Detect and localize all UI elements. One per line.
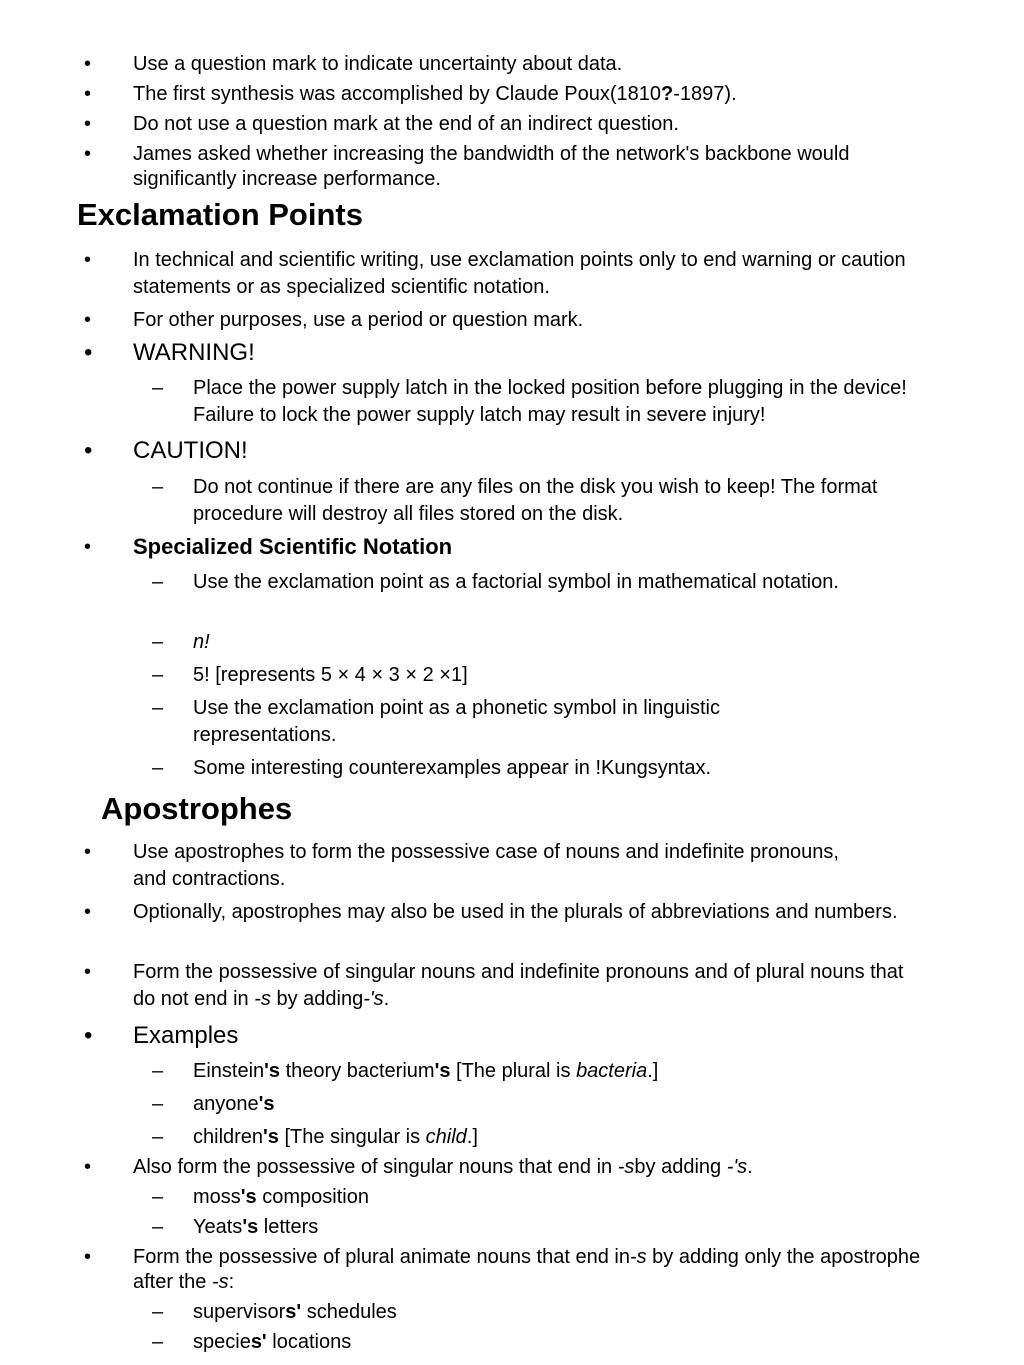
bullet-marker: • [84, 249, 92, 271]
item-text: n! [193, 631, 210, 653]
bullet-marker: • [84, 309, 92, 331]
item-text: Use the exclamation point as a factorial symbol in mathematical notation. [193, 571, 839, 593]
item-text: Use the exclamation point as a phonetic symbol in linguistic representations. [193, 697, 720, 746]
item-text: In technical and scientific writing, use exclamation points only to end warning or caution statements or as specialized scientific notation. [133, 249, 906, 298]
dash-marker: – [152, 664, 164, 686]
dash-marker: – [152, 571, 164, 593]
dash-marker: – [152, 1093, 164, 1115]
bullet-marker: • [84, 1246, 92, 1268]
item-text: James asked whether increasing the bandwidth of the network's backbone would significantly increase performance. [133, 143, 850, 190]
bullet-marker: • [84, 961, 92, 983]
item-text: Use a question mark to indicate uncertainty about data. [133, 53, 623, 75]
item-text: Some interesting counterexamples appear in !Kungsyntax. [193, 757, 712, 779]
bullet-marker: • [84, 536, 92, 558]
bullet-marker: • [84, 113, 92, 135]
section-heading-apostrophes: Apostrophes [101, 791, 293, 826]
dash-marker: – [152, 476, 164, 498]
item-text: Form the possessive of plural animate nouns that end in-s by adding only the apostrophe after the -s: [133, 1246, 921, 1293]
bullet-marker: • [84, 83, 92, 105]
caution-label: CAUTION! [133, 437, 248, 464]
bullet-marker: • [84, 901, 92, 923]
dash-marker: – [152, 1186, 164, 1208]
dash-marker: – [152, 377, 164, 399]
item-text: Optionally, apostrophes may also be used in the plurals of abbreviations and numbers. [133, 901, 898, 923]
bullet-marker: • [84, 143, 92, 165]
bullet-marker: • [84, 339, 93, 366]
examples-label: Examples [133, 1022, 239, 1049]
bullet-marker: • [84, 841, 92, 863]
item-text: Place the power supply latch in the locked position before plugging in the device! Failure to lock the power supply latch may result in severe injury! [193, 377, 907, 426]
dash-marker: – [152, 1060, 164, 1082]
item-text: anyone's [193, 1093, 275, 1115]
item-text: The first synthesis was accomplished by Claude Poux(1810?-1897). [133, 83, 737, 105]
dash-marker: – [152, 1126, 164, 1148]
item-text: children's [The singular is child.] [193, 1126, 478, 1148]
dash-marker: – [152, 1331, 164, 1353]
item-text: For other purposes, use a period or question mark. [133, 309, 584, 331]
item-text: Do not continue if there are any files on the disk you wish to keep! The format procedure will destroy all files stored on the disk. [193, 476, 878, 525]
bullet-marker: • [84, 437, 93, 464]
item-text: species' locations [193, 1331, 352, 1353]
dash-marker: – [152, 697, 164, 719]
bullet-marker: • [84, 1022, 93, 1049]
notation-heading: Specialized Scientific Notation [133, 534, 453, 559]
section-heading-exclamation: Exclamation Points [77, 197, 363, 232]
item-text: supervisors' schedules [193, 1301, 397, 1323]
item-text: Do not use a question mark at the end of an indirect question. [133, 113, 679, 135]
item-text: Use apostrophes to form the possessive case of nouns and indefinite pronouns, and contractions. [133, 841, 839, 890]
bullet-marker: • [84, 1156, 92, 1178]
item-text: 5! [represents 5 × 4 × 3 × 2 ×1] [193, 664, 468, 686]
dash-marker: – [152, 1301, 164, 1323]
item-text: moss's composition [193, 1186, 369, 1208]
item-text: Also form the possessive of singular nouns that end in -sby adding -'s. [133, 1156, 753, 1178]
dash-marker: – [152, 1216, 164, 1238]
item-text: Einstein's theory bacterium's [The plural is bacteria.] [193, 1060, 659, 1082]
dash-marker: – [152, 631, 164, 653]
dash-marker: – [152, 757, 164, 779]
bullet-marker: • [84, 53, 92, 75]
item-text: Yeats's letters [193, 1216, 319, 1238]
item-text: Form the possessive of singular nouns and indefinite pronouns and of plural nouns that do not end in -s by adding-'s. [133, 961, 904, 1010]
warning-label: WARNING! [133, 339, 255, 366]
